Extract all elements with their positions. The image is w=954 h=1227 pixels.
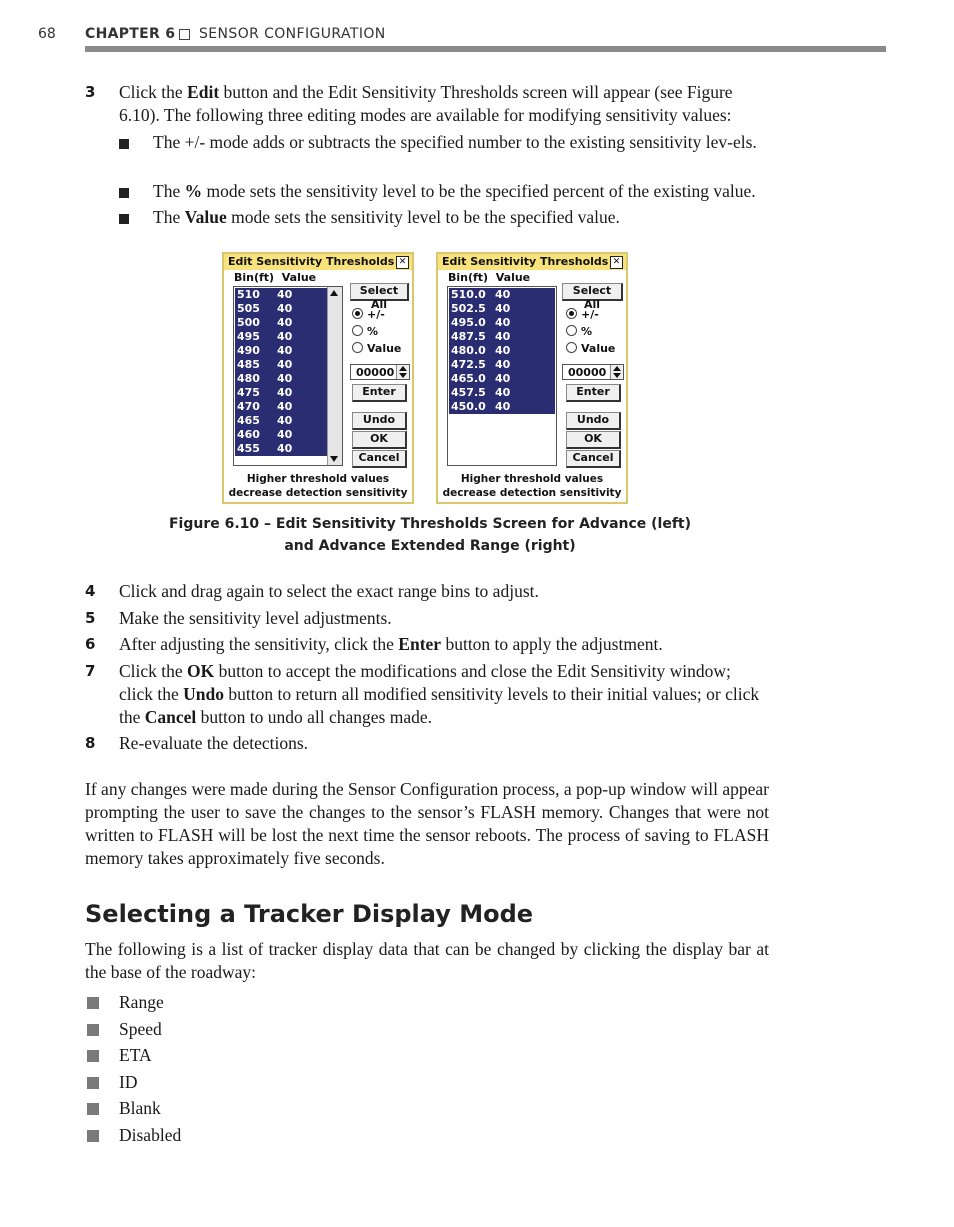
column-header: Bin(ft) Value [234,271,317,284]
list-item[interactable] [235,302,328,316]
list-item[interactable] [449,288,555,302]
list-scrollbar[interactable] [327,287,342,465]
value-cell: 40 [277,344,293,357]
column-header: Bin(ft) Value [448,271,531,284]
value-spinner[interactable] [562,364,624,380]
value-cell: 40 [495,330,511,343]
radio-plusminus[interactable] [566,308,599,322]
step-text [119,732,769,755]
value-cell: 40 [277,316,293,329]
text-run: Click the [119,661,188,681]
bold-term: % [184,181,203,201]
note-line: decrease detection sensitivity [442,487,622,499]
chapter-label: CHAPTER 6 [85,26,176,42]
bullet-square-icon [119,139,129,149]
step-number: 4 [85,582,96,600]
text-run: Make the sensitivity level adjustments. [119,608,392,628]
bin-cell: 470 [237,400,260,413]
section-intro: The following is a list of tracker display data that can be changed by clicking the display bar at the base of the roadway: [85,939,769,982]
value-cell: 40 [277,442,293,455]
cancel-button[interactable]: Cancel [352,450,407,468]
radio-label: % [581,325,593,338]
list-item[interactable] [449,372,555,386]
bin-cell: 450.0 [451,400,486,413]
bin-cell: 480.0 [451,344,486,357]
step-text [119,580,769,603]
list-item-text: Blank [119,1098,161,1118]
bin-cell: 487.5 [451,330,486,343]
bold-term: Edit [187,82,220,102]
undo-button[interactable]: Undo [352,412,407,430]
text-run: Click and drag again to select the exact range bins to adjust. [119,581,539,601]
scroll-up-arrow-icon[interactable] [330,290,338,296]
text-run: The [153,181,185,201]
list-item[interactable] [449,316,555,330]
list-item[interactable] [235,414,328,428]
select-all-button[interactable]: Select All [350,283,409,301]
bin-list[interactable] [447,286,557,466]
bold-term: Value [184,207,227,227]
list-item[interactable] [235,372,328,386]
bin-cell: 510.0 [451,288,486,301]
list-item[interactable] [235,386,328,400]
bullet-square-icon [87,1050,99,1062]
threshold-note [438,472,626,500]
bin-cell: 475 [237,386,260,399]
list-item[interactable] [235,400,328,414]
bullet-square-icon [119,188,129,198]
value-cell: 40 [495,302,511,315]
value-cell: 40 [495,316,511,329]
bin-cell: 500 [237,316,260,329]
radio-label: Value [367,342,402,355]
value-cell: 40 [277,358,293,371]
bold-term: Cancel [144,707,197,727]
value-cell: 40 [277,372,293,385]
list-item[interactable] [449,330,555,344]
list-item[interactable] [449,386,555,400]
text-run: The +/- mode adds or subtracts the specified number to the existing sensitivity lev-els. [153,132,757,152]
bin-cell: 505 [237,302,260,315]
value-cell: 40 [277,414,293,427]
bin-cell: 480 [237,372,260,385]
radio-plusminus[interactable] [352,308,385,322]
value-cell: 40 [277,330,293,343]
list-item[interactable] [235,428,328,442]
bin-cell: 490 [237,344,260,357]
text-run: button to return all modified sensitivity levels to their initial values; or click the [119,684,760,727]
flash-paragraph: If any changes were made during the Sensor Configuration process, a pop-up window will appear prompting the user to save the changes to the sensor’s FLASH memory. Changes that were not written to FLASH will be lost the next time the sensor reboots. The process of saving to FLASH memory takes approximately five seconds. [85,779,769,868]
bin-cell: 465 [237,414,260,427]
bold-term: Undo [183,684,224,704]
bullet-square-icon [87,1103,99,1115]
value-cell: 40 [277,288,293,301]
radio-label: +/- [367,308,385,321]
caption-line: and Advance Extended Range (right) [284,538,576,554]
step-number: 7 [85,662,96,680]
bin-cell: 472.5 [451,358,486,371]
list-item-text: ETA [119,1045,152,1065]
edit-thresholds-window-advance [222,252,414,504]
figure-caption [150,513,710,557]
list-item[interactable] [449,358,555,372]
note-line: Higher threshold values [460,473,604,485]
step-text [119,660,769,729]
bullet-square-icon [87,1077,99,1089]
note-line: decrease detection sensitivity [228,487,408,499]
value-cell: 40 [495,386,511,399]
radio-label: Value [581,342,616,355]
value-cell: 40 [277,428,293,441]
text-run: button to accept the modifications and close the Edit Sensitivity window; click the [119,661,731,704]
bullet-square-icon [87,997,99,1009]
list-item[interactable] [449,344,555,358]
bin-cell: 510 [237,288,260,301]
list-item-text: Range [119,992,164,1012]
running-header [38,26,886,48]
radio-label: +/- [581,308,599,321]
close-icon[interactable]: ✕ [396,256,409,269]
step-text [119,633,769,656]
radio-empty-icon [566,325,577,336]
list-item[interactable] [235,330,328,344]
note-line: Higher threshold values [246,473,390,485]
list-item[interactable] [449,302,555,316]
bullet-square-icon [87,1130,99,1142]
list-item[interactable] [235,288,328,302]
bin-cell: 495.0 [451,316,486,329]
radio-label: % [367,325,379,338]
window-title: Edit Sensitivity Thresholds [438,254,626,270]
enter-button[interactable]: Enter [352,384,407,402]
value-cell: 40 [277,386,293,399]
text-run: mode sets the sensitivity level to be the specified percent of the existing value. [202,181,756,201]
radio-percent[interactable] [352,325,378,339]
step-text [119,607,769,630]
text-run: mode sets the sensitivity level to be the specified value. [226,207,620,227]
window-title: Edit Sensitivity Thresholds [224,254,412,270]
selected-rows[interactable] [449,288,555,414]
enter-button[interactable]: Enter [566,384,621,402]
spinner-value: 00000 [356,366,395,379]
radio-empty-icon [352,342,363,353]
bin-cell: 455 [237,442,260,455]
text-run: button and the Edit Sensitivity Thresholds screen will appear (see Figure 6.10). The following three editing modes are available for modifying sensitivity values: [119,82,733,125]
step-number: 8 [85,734,96,752]
radio-selected-icon [566,308,577,319]
separator-box-icon [179,29,190,40]
radio-empty-icon [566,342,577,353]
radio-value[interactable] [566,342,615,356]
bullet-text [153,206,773,229]
list-item[interactable] [235,316,328,330]
list-item-text: Speed [119,1019,162,1039]
value-cell: 40 [495,372,511,385]
text-run: After adjusting the sensitivity, click the [119,634,399,654]
radio-percent[interactable] [566,325,592,339]
section-label: SENSOR CONFIGURATION [199,26,386,42]
bullet-text [153,180,773,203]
step-text [119,81,769,127]
bin-cell: 465.0 [451,372,486,385]
text-run: Re-evaluate the detections. [119,733,309,753]
bin-cell: 460 [237,428,260,441]
value-cell: 40 [495,288,511,301]
spinner-value: 00000 [568,366,607,379]
header-rule [85,46,886,52]
step-number: 6 [85,635,96,653]
ok-button[interactable]: OK [566,431,621,449]
bin-cell: 502.5 [451,302,486,315]
text-run: button to undo all changes made. [196,707,433,727]
close-icon[interactable]: ✕ [610,256,623,269]
page-number: 68 [38,26,56,42]
selected-rows[interactable] [235,288,328,456]
value-spinner[interactable] [350,364,410,380]
bullet-square-icon [119,214,129,224]
ok-button[interactable]: OK [352,431,407,449]
value-cell: 40 [277,400,293,413]
text-run: Click the [119,82,188,102]
list-item[interactable] [235,358,328,372]
bold-term: OK [187,661,215,681]
list-item-text: Disabled [119,1125,182,1145]
bullet-text [153,131,773,154]
bin-cell: 485 [237,358,260,371]
bin-cell: 457.5 [451,386,486,399]
radio-value[interactable] [352,342,401,356]
list-item[interactable] [235,344,328,358]
radio-empty-icon [352,325,363,336]
text-run: The [153,207,185,227]
edit-thresholds-window-extended [436,252,628,504]
value-cell: 40 [277,302,293,315]
section-heading: Selecting a Tracker Display Mode [85,900,534,928]
value-cell: 40 [495,358,511,371]
step-number: 5 [85,609,96,627]
list-item[interactable] [449,400,555,414]
spinner-arrows-icon[interactable] [610,365,623,379]
undo-button[interactable]: Undo [566,412,621,430]
bin-list[interactable] [233,286,343,466]
bin-cell: 495 [237,330,260,343]
text-run: button to apply the adjustment. [441,634,663,654]
threshold-note [224,472,412,500]
scroll-down-arrow-icon[interactable] [330,456,338,462]
bullet-square-icon [87,1024,99,1036]
select-all-button[interactable]: Select All [562,283,623,301]
value-cell: 40 [495,344,511,357]
list-item-text: ID [119,1072,138,1092]
step-number: 3 [85,83,96,101]
list-item[interactable] [235,442,328,456]
cancel-button[interactable]: Cancel [566,450,621,468]
caption-line: Figure 6.10 – Edit Sensitivity Thresholds Screen for Advance (left) [168,516,692,532]
bold-term: Enter [398,634,442,654]
spinner-arrows-icon[interactable] [396,365,409,379]
value-cell: 40 [495,400,511,413]
radio-selected-icon [352,308,363,319]
